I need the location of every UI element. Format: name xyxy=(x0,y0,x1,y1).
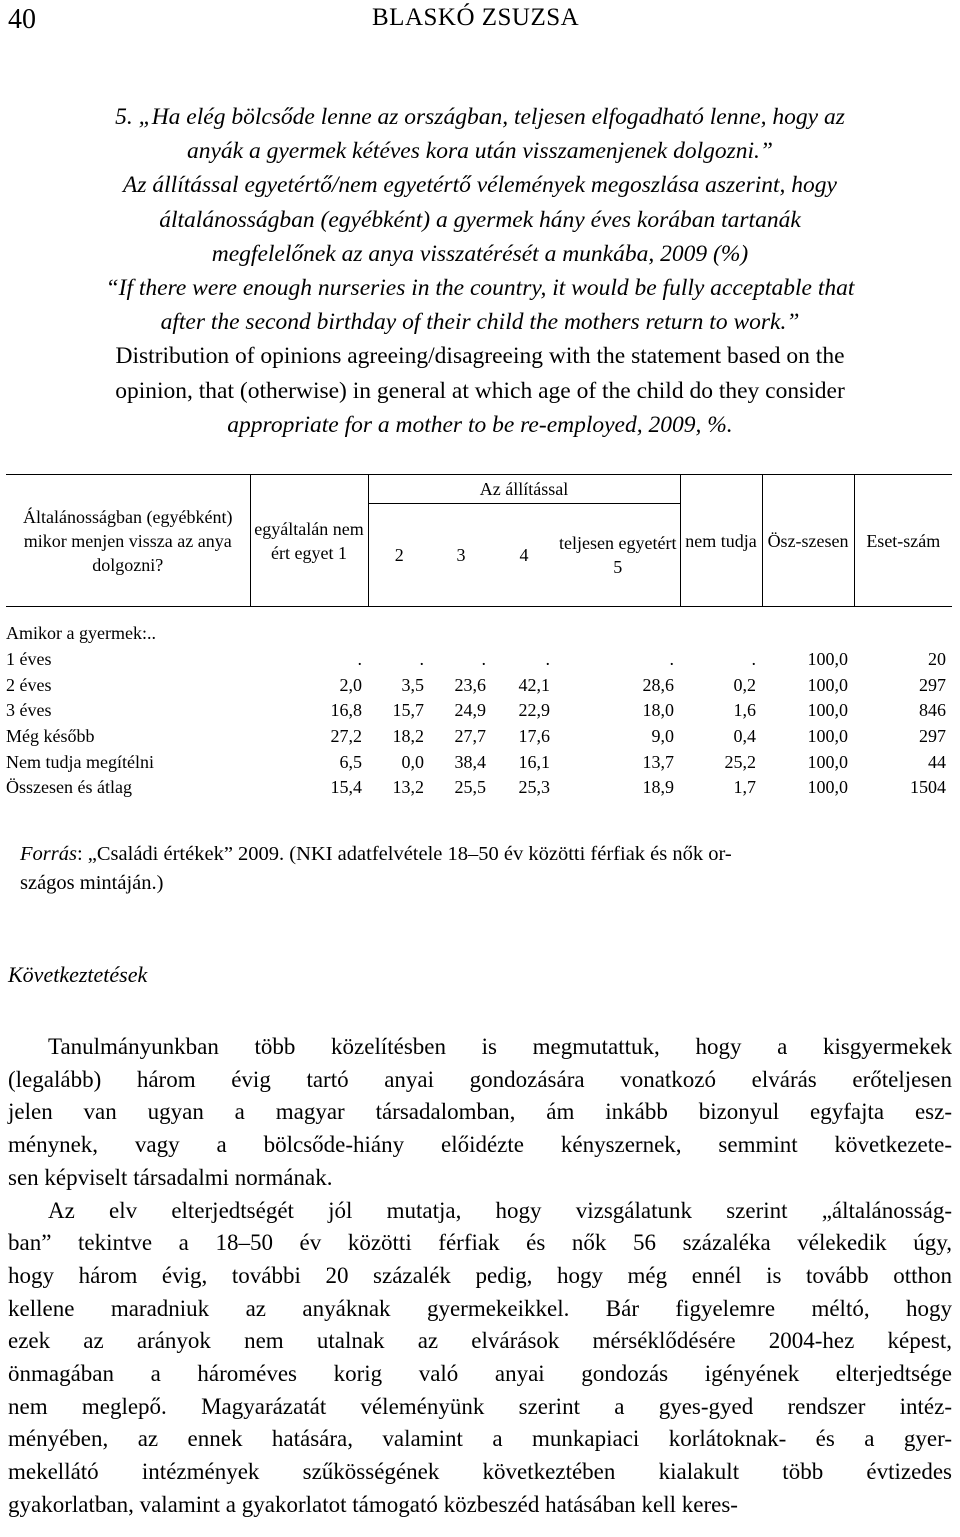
table-cell: 100,0 xyxy=(807,674,849,695)
title-line: általánosságban (egyébként) a gyermek hány éves korában tartanák xyxy=(159,206,801,233)
table-title xyxy=(0,100,960,442)
table-cell: 6,5 xyxy=(339,751,362,772)
row-label: 1 éves xyxy=(6,649,52,670)
table-cell: 100,0 xyxy=(807,777,849,798)
table-cell: . xyxy=(669,649,675,670)
table-cell: . xyxy=(481,649,486,670)
table-cell: 17,6 xyxy=(518,726,550,747)
title-line: Az állítással egyetértő/nem egyetértő vélemények megoszlása aszerint, hogy xyxy=(123,172,837,199)
table-cell: . xyxy=(419,649,424,670)
table-cell: 16,8 xyxy=(330,700,362,721)
running-header: BLASKÓ ZSUZSA xyxy=(372,4,580,31)
paragraph-line: kellene maradniuk az anyáknak gyermekeikkel. Bár figyelemre méltó, hogy xyxy=(8,1295,952,1321)
table-cell: 3,5 xyxy=(401,674,424,695)
table-row xyxy=(6,775,952,801)
col-header-3: 3 xyxy=(430,504,492,607)
table-cell: 42,1 xyxy=(518,674,550,695)
row-label: 3 éves xyxy=(6,700,52,721)
table-row xyxy=(6,749,952,775)
col-header-5: teljesen egyetért 5 xyxy=(556,504,680,607)
table-cell: 2,0 xyxy=(339,674,362,695)
paragraph-line: gyakorlatban, valamint a gyakorlatot támogató közbeszéd hatásában kell keres- xyxy=(8,1491,738,1517)
source-text-2: szágos mintáján.) xyxy=(20,872,164,894)
table-cell: 27,7 xyxy=(454,726,486,747)
table-row xyxy=(6,672,952,698)
table-cell: 24,9 xyxy=(454,700,486,721)
title-line: opinion, that (otherwise) in general at which age of the child do they consider xyxy=(115,377,845,404)
table-cell: 23,6 xyxy=(454,674,486,695)
table-cell: 15,7 xyxy=(392,700,424,721)
table-cell: 44 xyxy=(928,751,947,772)
col-header-2: 2 xyxy=(368,504,430,607)
title-line: after the second birthday of their child the mothers return to work.” xyxy=(160,309,800,336)
paragraph-line: önmagában a hároméves korig való anyai gondozás igényének elterjedtsége xyxy=(8,1361,952,1387)
table-cell: 16,1 xyxy=(518,751,550,772)
table-cell: 27,2 xyxy=(330,726,362,747)
paragraph-line: sen képviselt társadalmi normának. xyxy=(8,1164,333,1190)
data-table xyxy=(6,474,952,801)
paragraph-line: ban” tekintve a 18–50 év közötti férfiak és nők 56 százaléka vélekedik úgy, xyxy=(8,1230,952,1256)
table-cell: . xyxy=(545,649,550,670)
title-line: anyák a gyermek kétéves kora után visszamenjenek dolgozni.” xyxy=(186,138,774,165)
source-label: Forrás xyxy=(20,843,77,865)
body-text xyxy=(8,1031,952,1522)
table-cell: 297 xyxy=(919,726,947,747)
title-line: Distribution of opinions agreeing/disagreeing with the statement based on the xyxy=(115,343,845,370)
table-cell: 38,4 xyxy=(454,751,486,772)
table-cell: 1504 xyxy=(910,777,947,798)
group-header: Az állítással xyxy=(368,475,680,504)
title-line: appropriate for a mother to be re-employed, 2009, %. xyxy=(227,411,733,438)
table-cell: . xyxy=(357,649,362,670)
paragraph-line: jelen van ugyan a magyar társadalomban, ám inkább bizonyul egyfajta esz- xyxy=(8,1099,952,1125)
source-note xyxy=(20,840,950,898)
section-label: Amikor a gyermek:.. xyxy=(6,623,156,644)
table-cell: 22,9 xyxy=(518,700,550,721)
title-line: 5. „Ha elég bölcsőde lenne az országban, teljesen elfogadható lenne, hogy az xyxy=(115,104,845,130)
col-header-nem-tudja: nem tudja xyxy=(680,475,762,607)
table-cell: 0,4 xyxy=(733,726,757,747)
table-cell: 15,4 xyxy=(330,777,362,798)
paragraph-line: Az elv elterjedtségét jól mutatja, hogy vizsgálatunk szerint „általánosság- xyxy=(48,1197,952,1223)
table-row xyxy=(6,724,952,750)
title-line: megfelelőnek az anya visszatérését a munkába, 2009 (%) xyxy=(211,240,749,267)
table-cell: 0,0 xyxy=(401,751,424,772)
paragraph-line: ménynek, vagy a bölcsőde-hiány előidézte kényszernek, semmint következete- xyxy=(8,1132,952,1158)
paragraph-line: (legalább) három évig tartó anyai gondozására vonatkozó elvárás erőteljesen xyxy=(8,1066,952,1092)
table-cell: 100,0 xyxy=(807,649,849,670)
title-line: “If there were enough nurseries in the country, it would be fully acceptable that xyxy=(105,275,855,302)
table-row xyxy=(6,647,952,673)
row-header: Általánosságban (egyébként) mikor menjen vissza az anya dolgozni? xyxy=(6,475,250,607)
table-cell: . xyxy=(751,649,757,670)
col-header-esetszam: Eset-szám xyxy=(854,475,952,607)
row-label: Összesen és átlag xyxy=(6,777,132,798)
table-cell: 20 xyxy=(928,649,947,670)
paragraph-line: hogy három évig, további 20 százalék pedig, hogy még ennél is tovább otthon xyxy=(8,1262,952,1288)
table-cell: 13,7 xyxy=(642,751,675,772)
table-cell: 100,0 xyxy=(807,726,849,747)
row-label: Nem tudja megítélni xyxy=(6,751,154,772)
paragraph-line: Tanulmányunkban több közelítésben is megmutattuk, hogy a kisgyermekek xyxy=(48,1034,952,1059)
table-cell: 0,2 xyxy=(733,674,757,695)
source-text: : „Családi értékek” 2009. (NKI adatfelvétele 18–50 év közötti férfiak és nők or- xyxy=(76,843,732,865)
table-cell: 297 xyxy=(919,674,947,695)
paragraph-line: ezek az arányok nem utalnak az elvárások mérséklődésére 2004-hez képest, xyxy=(8,1328,952,1354)
section-heading: Következtetések xyxy=(8,962,148,987)
col-header-4: 4 xyxy=(492,504,556,607)
table-cell: 100,0 xyxy=(807,700,849,721)
table-cell: 13,2 xyxy=(392,777,424,798)
table-cell: 1,7 xyxy=(733,777,757,798)
table-cell: 846 xyxy=(919,700,947,721)
table-cell: 28,6 xyxy=(642,674,675,695)
paragraph-line: mekellátó intézmények szűkösségének következtében kialakult több évtizedes xyxy=(8,1459,952,1485)
table-cell: 9,0 xyxy=(651,726,675,747)
table-cell: 1,6 xyxy=(733,700,757,721)
table-row xyxy=(6,698,952,724)
table-cell: 18,0 xyxy=(642,700,675,721)
table-cell: 25,5 xyxy=(454,777,486,798)
table-cell: 25,3 xyxy=(518,777,550,798)
row-label: Még később xyxy=(6,726,95,747)
col-header-1: egyáltalán nem ért egyet 1 xyxy=(250,475,368,607)
col-header-osszesen: Ösz-szesen xyxy=(762,475,854,607)
row-label: 2 éves xyxy=(6,674,52,695)
table-cell: 18,2 xyxy=(392,726,424,747)
page-number: 40 xyxy=(8,4,36,35)
table-cell: 25,2 xyxy=(724,751,757,772)
table-cell: 100,0 xyxy=(807,751,849,772)
table-cell: 18,9 xyxy=(642,777,675,798)
paragraph-line: ményében, az ennek hatására, valamint a munkapiaci korlátoknak- és a gyer- xyxy=(8,1426,952,1452)
paragraph-line: nem meglepő. Magyarázatát véleményünk szerint a gyes-gyed rendszer intéz- xyxy=(8,1393,952,1419)
